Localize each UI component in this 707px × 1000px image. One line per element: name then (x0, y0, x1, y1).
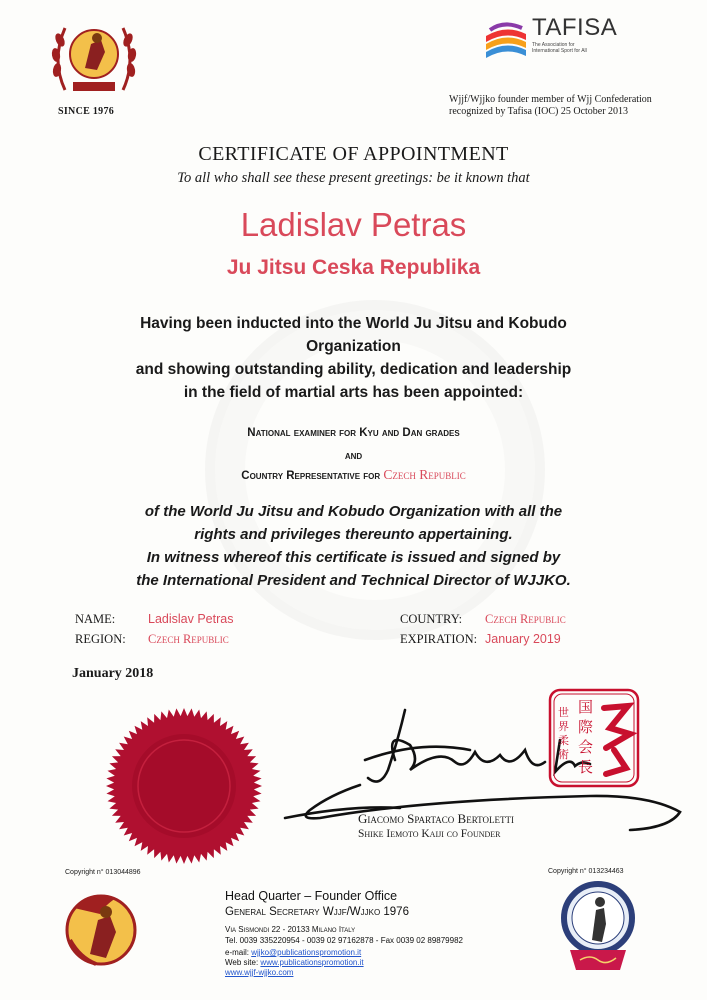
copyright-right: Copyright n° 013234463 (548, 868, 624, 875)
website-link[interactable]: www.publicationspromotion.it (260, 958, 364, 967)
wjjf-logo-icon (60, 884, 142, 976)
svg-text:国: 国 (578, 698, 594, 716)
website-line-2 (225, 968, 293, 977)
svg-text:長: 長 (578, 758, 594, 776)
appointment-representative (0, 467, 707, 483)
phone-fax: Tel. 0039 335220954 - 0039 02 97162878 - Fax 0039 02 89879982 (225, 936, 463, 945)
person-name: Ladislav Petras (240, 206, 467, 243)
svg-text:際: 際 (578, 718, 594, 736)
svg-text:世: 世 (558, 706, 569, 719)
issue-date: January 2018 (72, 666, 154, 681)
name-value: Ladislav Petras (148, 612, 234, 626)
greeting: To all who shall see these present greetings: be it known that (177, 170, 530, 186)
robert-clark-foundation-icon (558, 880, 638, 976)
closing-line: In witness whereof this certificate is issued and signed by (146, 549, 561, 566)
body-line: Organization (306, 338, 401, 355)
svg-text:会: 会 (578, 738, 594, 756)
name-label: NAME: (75, 612, 116, 626)
body-line: Having been inducted into the World Ju Jitsu and Kobudo (140, 315, 567, 332)
since-label: SINCE 1976 (58, 106, 115, 117)
website-label: Web site: (225, 958, 261, 967)
country-label: COUNTRY: (400, 612, 463, 626)
hanko-stamp-icon (548, 688, 640, 788)
signer-title: Shike Iemoto Kaiji co Founder (358, 828, 501, 840)
confederation-line-1: Wjjf/Wjjko founder member of Wjj Confederation (449, 94, 652, 105)
wjjf-logo-icon (45, 10, 143, 102)
certificate-title: CERTIFICATE OF APPOINTMENT (198, 143, 509, 165)
website-link-2[interactable]: www.wjjf-wjjko.com (225, 968, 294, 977)
tafisa-logo-icon (482, 18, 530, 62)
email-label: e-mail: (225, 948, 252, 957)
tafisa-tagline: The Association for International Sport for All (532, 42, 587, 54)
svg-text:界: 界 (558, 720, 569, 733)
appointment-examiner: National examiner for Kyu and Dan grades (247, 427, 460, 439)
svg-text:柔: 柔 (558, 734, 569, 747)
signer-name: Giacomo Spartaco Bertoletti (358, 811, 514, 826)
country-value: Czech Republic (485, 612, 566, 626)
appointment-representative-label: Country Representative for (241, 470, 381, 482)
appointment-country: Czech Republic (383, 467, 466, 482)
body-line: and showing outstanding ability, dedication and leadership (135, 361, 572, 378)
general-secretary: General Secretary Wjjf/Wjjko 1976 (225, 906, 409, 918)
expiration-value: January 2019 (485, 632, 561, 646)
email-link[interactable]: wjjko@publicationspromotion.it (251, 948, 362, 957)
svg-text:術: 術 (558, 748, 569, 761)
hq-title: Head Quarter – Founder Office (225, 889, 398, 903)
closing-line: the International President and Technical Director of WJJKO. (136, 572, 571, 589)
confederation-line-2: recognized by Tafisa (IOC) 25 October 2013 (449, 106, 629, 117)
region-label: REGION: (75, 632, 126, 646)
organization-name: Ju Jitsu Ceska Republika (226, 256, 481, 279)
closing-line: rights and privileges thereunto appertaining. (194, 526, 513, 543)
body-line: in the field of martial arts has been appointed: (183, 384, 524, 401)
expiration-label: EXPIRATION: (400, 632, 478, 646)
tafisa-name: TAFISA (532, 14, 618, 41)
address: Via Sismondi 22 - 20133 Milano Italy (225, 925, 356, 934)
copyright-left: Copyright n° 013044896 (65, 869, 141, 876)
website-line (225, 958, 364, 967)
region-value: Czech Republic (148, 632, 229, 646)
email-line (225, 948, 361, 957)
closing-line: of the World Ju Jitsu and Kobudo Organization with all the (144, 503, 563, 520)
wax-seal-icon (105, 707, 263, 865)
appointment-and: and (344, 450, 363, 462)
